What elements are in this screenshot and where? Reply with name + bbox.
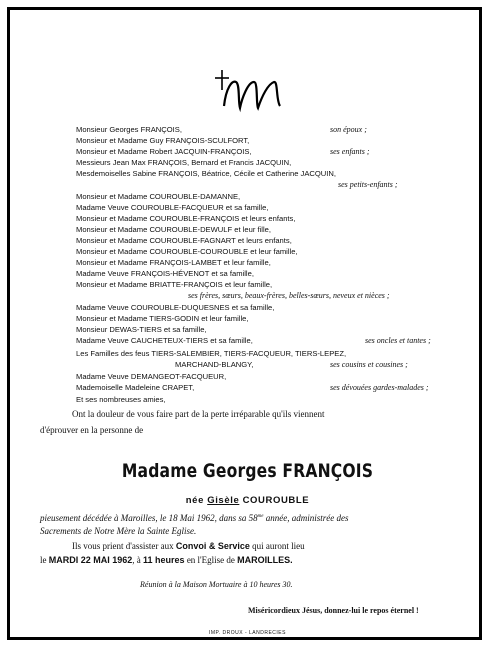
maiden-last-name: COUROUBLE [242,495,310,506]
death-notice [40,510,460,538]
funeral-time: 11 heures [143,555,185,565]
ordinal-suffix: me [257,514,264,519]
family-member-line: Monsieur et Madame COUROUBLE-FAGNART et leurs enfants, [76,236,292,245]
deceased-name: Madame Georges FRANÇOIS [121,460,374,482]
family-member-line: Monsieur et Madame Guy FRANÇOIS-SCULFORT, [76,136,250,145]
family-relation: ses enfants ; [330,147,370,156]
cross-monogram-icon [210,68,290,118]
invite-text-3: le [40,555,47,565]
death-text-1: pieusement décédée à Maroilles, le 18 Mai 1962, dans sa 58 [40,513,258,523]
family-member-line: Monsieur et Madame TIERS-GODIN et leur famille, [76,314,249,323]
card-frame [7,7,482,640]
family-member-line: Monsieur et Madame BRIATTE-FRANÇOIS et leur famille, [76,280,273,289]
family-member-line: Madame Veuve COUROUBLE-DUQUESNES et sa famille, [76,303,275,312]
funeral-date: MARDI 22 MAI 1962 [48,555,133,565]
family-member-line: Messieurs Jean Max FRANÇOIS, Bernard et Francis JACQUIN, [76,158,292,167]
maiden-first-name: Gisèle [207,495,240,506]
family-member-line: Monsieur et Madame FRANÇOIS-LAMBET et leur famille, [76,258,271,267]
family-member-line: Monsieur et Madame COUROUBLE-COUROUBLE et leur famille, [76,247,298,256]
announcement-line-1: Ont la douleur de vous faire part de la perte irréparable qu'ils viennent [72,409,325,419]
family-member-line: Madame Veuve DEMANGEOT-FACQUEUR, [76,372,227,381]
family-member-line: Mesdemoiselles Sabine FRANÇOIS, Béatrice, Cécile et Catherine JACQUIN, [76,169,336,178]
prayer: Miséricordieux Jésus, donnez-lui le repos éternel ! [248,606,419,615]
death-text-3: Sacrements de Notre Mère la Sainte Eglise. [40,526,197,536]
family-relation: ses frères, sœurs, beaux-frères, belles-sœurs, neveux et nièces ; [188,291,390,300]
printer-credit: IMP. DROUX - LANDRECIES [209,630,286,636]
invite-text-4: , à [132,555,141,565]
invite-text-5: en l'Eglise de [186,555,235,565]
invitation-line-2 [40,553,460,567]
family-member-line: MARCHAND-BLANGY, [175,360,254,369]
invitation [40,539,460,553]
family-member-line: Les Familles des feus TIERS-SALEMBIER, TIERS-FACQUEUR, TIERS-LEPEZ, [76,349,347,358]
funeral-place: MAROILLES. [237,555,293,565]
family-relation: ses dévouées gardes-malades ; [330,383,429,392]
family-member-line: Monsieur et Madame COUROUBLE-FRANÇOIS et leurs enfants, [76,214,296,223]
family-member-line: Monsieur et Madame COUROUBLE-DAMANNE, [76,192,241,201]
invite-text-1: Ils vous prient d'assister aux [72,541,174,551]
family-member-line: Mademoiselle Madeleine CRAPET, [76,383,195,392]
invite-text-2: qui auront lieu [252,541,305,551]
family-member-line: Monsieur et Madame Robert JACQUIN-FRANÇOIS, [76,147,252,156]
announcement-line-2: d'éprouver en la personne de [40,425,144,435]
family-member-line: Et ses nombreuses amies, [76,395,166,404]
maiden-name [10,495,485,506]
family-relation: son époux ; [330,125,367,134]
family-relation: ses petits-enfants ; [338,180,398,189]
reunion-note: Réunion à la Maison Mortuaire à 10 heures 30. [140,580,293,589]
nee-label: née [185,495,204,506]
family-member-line: Monsieur et Madame COUROUBLE-DEWULF et leur fille, [76,225,271,234]
family-relation: ses cousins et cousines ; [330,360,408,369]
convoi-service: Convoi & Service [175,541,250,551]
family-member-line: Madame Veuve CAUCHETEUX-TIERS et sa famille, [76,336,253,345]
family-member-line: Monsieur DEWAS-TIERS et sa famille, [76,325,207,334]
family-member-line: Madame Veuve COUROUBLE-FACQUEUR et sa famille, [76,203,269,212]
family-member-line: Monsieur Georges FRANÇOIS, [76,125,182,134]
family-member-line: Madame Veuve FRANÇOIS-HÉVENOT et sa famille, [76,269,254,278]
death-text-2: année, administrée des [263,513,349,523]
family-relation: ses oncles et tantes ; [365,336,431,345]
